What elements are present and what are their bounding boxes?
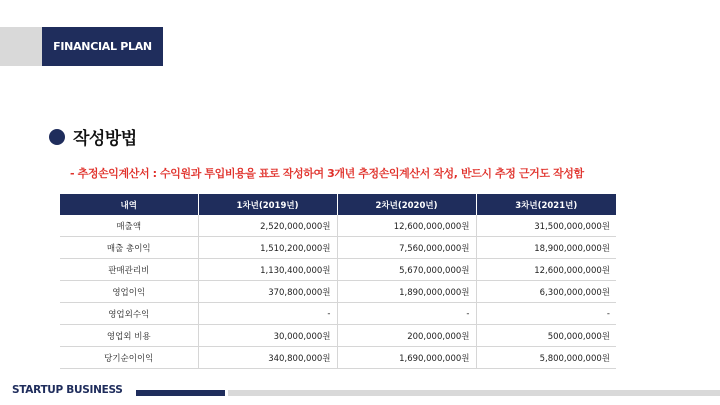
row-label: 영업외수익 <box>60 303 198 325</box>
row-label: 당기순이이익 <box>60 347 198 369</box>
table-cell: 500,000,000원 <box>476 325 616 347</box>
table-cell: - <box>337 303 476 325</box>
table-cell: - <box>198 303 337 325</box>
table-cell: 1,130,400,000원 <box>198 259 337 281</box>
table-cell: 340,800,000원 <box>198 347 337 369</box>
table-cell: 200,000,000원 <box>337 325 476 347</box>
table-cell: 5,670,000,000원 <box>337 259 476 281</box>
column-header-item: 내역 <box>60 194 198 215</box>
table-row <box>60 281 616 303</box>
column-header-year3: 3차년(2021년) <box>476 194 616 215</box>
table-row <box>60 303 616 325</box>
table-header-row <box>60 194 616 215</box>
table-cell: 1,510,200,000원 <box>198 237 337 259</box>
header-grey-block <box>0 27 42 66</box>
row-label: 매출액 <box>60 215 198 237</box>
section-title: 작성방법 <box>73 129 137 149</box>
row-label: 매출 총이익 <box>60 237 198 259</box>
table-cell: 30,000,000원 <box>198 325 337 347</box>
table-row <box>60 347 616 369</box>
footer-accent-bar <box>136 390 225 396</box>
instruction-text: - 추정손익계산서 : 수익원과 투입비용을 표로 작성하여 3개년 추정손익계산서 작성, 반드시 추정 근거도 작성함 <box>70 167 584 180</box>
table-cell: 5,800,000,000원 <box>476 347 616 369</box>
table-cell: 7,560,000,000원 <box>337 237 476 259</box>
table-row <box>60 325 616 347</box>
table-cell: 2,520,000,000원 <box>198 215 337 237</box>
footer-label: STARTUP BUSINESS <box>12 384 123 396</box>
table-cell: 1,890,000,000원 <box>337 281 476 303</box>
table-row <box>60 215 616 237</box>
row-label: 영업외 비용 <box>60 325 198 347</box>
column-header-year1: 1차년(2019년) <box>198 194 337 215</box>
table-row <box>60 237 616 259</box>
table-cell: 370,800,000원 <box>198 281 337 303</box>
table-row <box>60 259 616 281</box>
footer-divider-bar <box>228 390 720 396</box>
table-cell: 12,600,000,000원 <box>337 215 476 237</box>
table-cell: 31,500,000,000원 <box>476 215 616 237</box>
row-label: 판매관리비 <box>60 259 198 281</box>
row-label: 영업이익 <box>60 281 198 303</box>
table-cell: 18,900,000,000원 <box>476 237 616 259</box>
table-cell: - <box>476 303 616 325</box>
table-cell: 6,300,000,000원 <box>476 281 616 303</box>
financial-table <box>60 194 616 369</box>
column-header-year2: 2차년(2020년) <box>337 194 476 215</box>
table-cell: 12,600,000,000원 <box>476 259 616 281</box>
header-title: FINANCIAL PLAN <box>42 27 163 66</box>
table-cell: 1,690,000,000원 <box>337 347 476 369</box>
bullet-circle-icon <box>49 129 65 145</box>
